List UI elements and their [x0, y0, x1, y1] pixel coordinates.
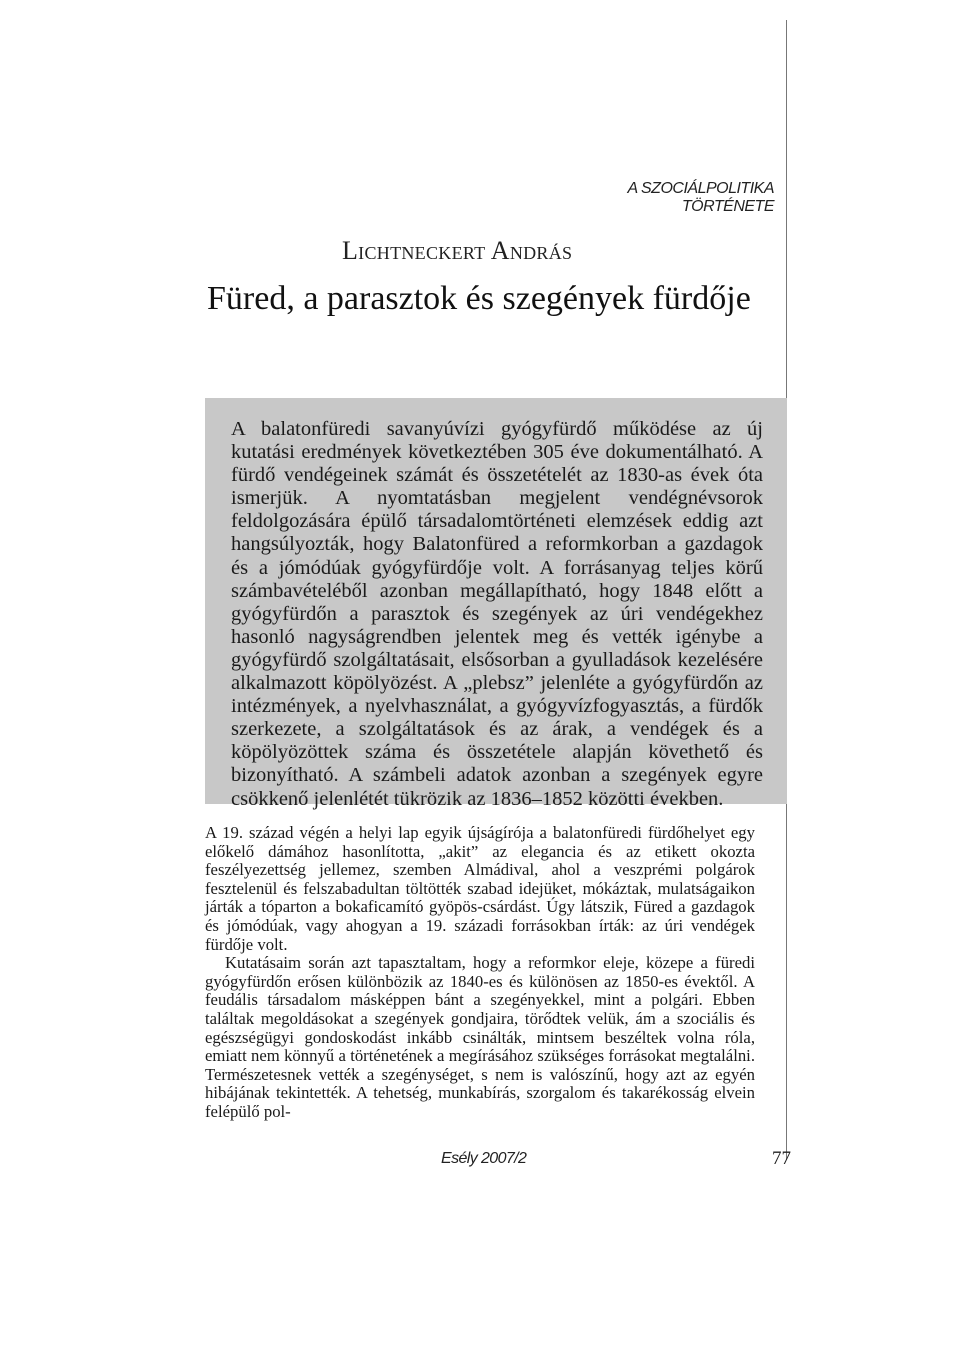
section-header-line2: TÖRTÉNETE [681, 198, 774, 215]
body-paragraph-2: Kutatásaim során azt tapasztaltam, hogy a reformkor eleje, közepe a füredi gyógyfürdőn erősen különbözik az 1840-es és különösen az 1850-es évektől. A feudális társadalom másképpen bánt a szegényekkel, mint a polgári. Ebben találtak megoldásokat a szegények gondjaira, törődtek velük, ám a szociális és egészségügyi gondoskodást inkább csinálták, mintsem beszéltek volna róla, emiatt nem könnyű a történetének a megírásához szükséges forrásokat megtalálni. Természetesnek vették a szegénységet, s nem is valószínű, hogy azt az egyén hibájának tekintették. A tehetség, munkabírás, szorgalom és takarékosság elvein felépülő pol- [205, 953, 755, 1121]
article-author: Lichtneckert András [342, 236, 573, 265]
page-number: 77 [772, 1148, 791, 1169]
journal-footer: Esély 2007/2 [441, 1150, 527, 1167]
article-body [205, 824, 755, 1122]
article-title: Füred, a parasztok és szegények fürdője [207, 280, 751, 317]
section-header [474, 180, 774, 216]
section-header-line1: A SZOCIÁLPOLITIKA [627, 180, 774, 197]
abstract-box [205, 398, 787, 810]
body-paragraph-1: A 19. század végén a helyi lap egyik újságírója a balatonfüredi fürdőhelyet egy előkelő dámához hasonlította, „akit” az elegancia és az etikett okozta feszélyezettség jellemez, szemben Almádival, ahol a veszprémi polgárok fesztelenül és felszabadultan töltötték szabad idejüket, mókáztak, mulatságaikon járták a tóparton a bokaficamító gyöpös-csárdást. Úgy látszik, Füred a gazdagok és jómódúak, vagy ahogyan a 19. századi forrásokban írták: az úri vendégek fürdője volt. [205, 823, 755, 954]
abstract-text: A balatonfüredi savanyúvízi gyógyfürdő működése az új kutatási eredmények következtében 305 éve dokumentálható. A fürdő vendégeinek számát és összetételét az 1830-as évek óta ismerjük. A nyomtatásban megjelent vendégnévsorok feldolgozására épülő társadalomtörténeti elemzések eddig azt hangsúlyozták, hogy Balatonfüred a reformkorban a gazdagok és a jómódúak gyógyfürdője volt. A forrásanyag teljes körű számbavételéből azonban megállapítható, hogy 1848 előtt a gyógyfürdőn a parasztok és szegények az úri vendégekhez hasonló nagyságrendben jelentek meg és vették igénybe a gyógyfürdő szolgáltatásait, elsősorban a gyulladások kezelésére alkalmazott köpölyözést. A „plebsz” jelenléte a gyógyfürdőn az intézmények, a nyelvhasználat, a gyógyvízfogyasztás, a fürdők szerkezete, a szolgáltatások és az árak, a vendégek és a köpölyözöttek száma és összetétele alapján követhető és bizonyítható. A számbeli adatok azonban a szegények egyre csökkenő jelenlétét tükrözik az 1836–1852 közötti években. [231, 418, 763, 810]
